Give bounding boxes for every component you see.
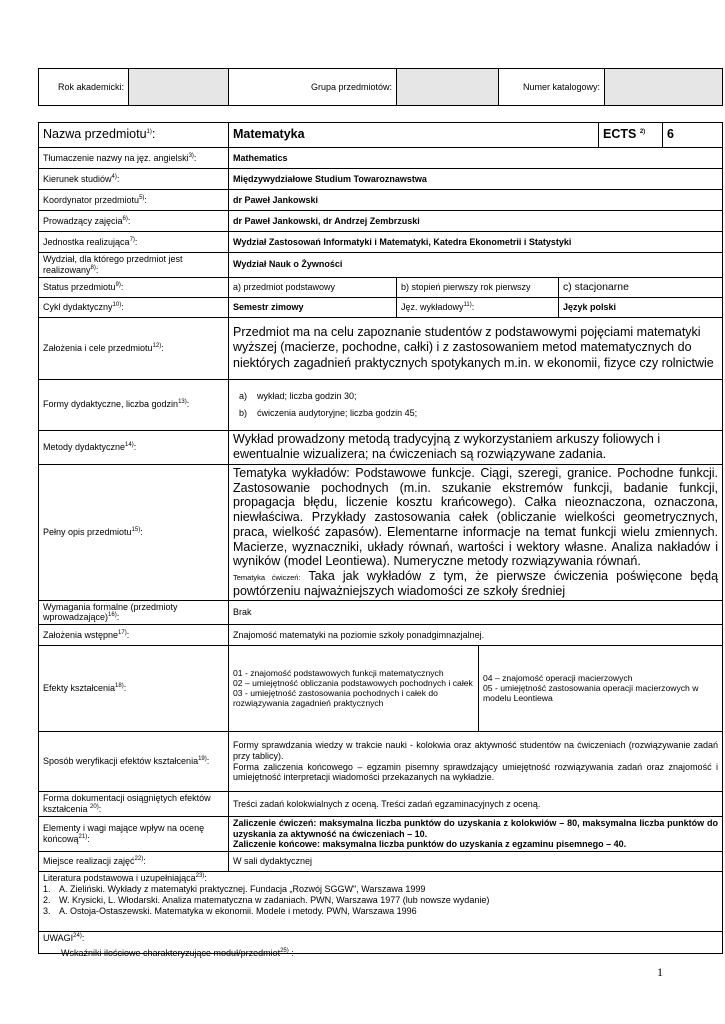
wstepne-label: Założenia wstępne$^{17)}$: bbox=[39, 625, 229, 646]
miejsce-value: W sali dydaktycznej bbox=[229, 852, 723, 872]
weryfikacja-label: Sposób weryfikacji efektów kształcenia$^{19)}$: bbox=[39, 732, 229, 792]
jednostka-value: Wydział Zastosowań Informatyki i Matematyki, Katedra Ekonometrii i Statystyki bbox=[229, 232, 723, 253]
numer-katalogowy-value bbox=[605, 69, 723, 106]
header-table bbox=[38, 68, 723, 106]
formy-item: a) wykład; liczba godzin 30; bbox=[239, 390, 357, 401]
jezyk-value: Język polski bbox=[559, 297, 723, 317]
literatura-item: 3. A. Ostoja-Ostaszewski. Matematyka w ekonomii. Modele i metody. PWN, Warszawa 1996 bbox=[43, 905, 417, 916]
formy-label: Formy dydaktyczne, liczba godzin$^{13)}$: bbox=[39, 379, 229, 430]
metody-label: Metody dydaktyczne$^{14)}$: bbox=[39, 430, 229, 464]
elementy-label: Elementy i wagi mające wpływ na ocenę końcową$^{21)}$: bbox=[39, 816, 229, 851]
status-a: a) przedmiot podstawowy bbox=[229, 277, 397, 297]
status-c: c) stacjonarne bbox=[559, 277, 723, 297]
zalozenia-label: Założenia i cele przedmiotu$^{12)}$: bbox=[39, 317, 229, 379]
rok-akademicki-value bbox=[129, 69, 229, 106]
opis-value: Tematyka wykładów: Podstawowe funkcje. Ciągi, szeregi, granice. Pochodne funkcji. Zastosowanie pochodnych (m.in. szukanie ekstremów funkcji, badanie funkcji, propagacja błędu, liczenie kosztu krańcowego). Całka nieoznaczona, oznaczona, niewłaściwa. Przykłady zastosowania całek (obliczanie wielkości geometrycznych, praca, wielkość zapasów). Elementarne informacje na temat funkcji wielu zmiennych. Macierze, wyznaczniki, układy równań, wartości i wektory własne. Analiza nakładów i wyników (model Leontiewa). Numeryczne metody rozwiązywania równań. Tematyka ćwiczeń: Taka jak wykładów z tym, że pierwsze ćwiczenia poświęcone będą powtórzeniu najważniejszych wiadomości ze szkoły średniej bbox=[229, 464, 723, 600]
efekty-right: 04 – znajomość operacji macierzowych 05 - umiejętność zastosowania operacji macierzowych w modelu Leontiewa bbox=[479, 646, 723, 732]
literatura-cell bbox=[39, 872, 723, 932]
miejsce-label: Miejsce realizacji zajęć$^{22)}$: bbox=[39, 852, 229, 872]
tlumaczenie-value: Mathematics bbox=[229, 148, 723, 169]
kierunek-value: Międzywydziałowe Studium Towaroznawstwa bbox=[229, 169, 723, 190]
ects-value: 6 bbox=[663, 123, 723, 148]
wymagania-label: Wymagania formalne (przedmioty wprowadzające)$^{16)}$: bbox=[39, 600, 229, 625]
zalozenia-value: Przedmiot ma na celu zapoznanie studentów z podstawowymi pojęciami matematyki wyższej (macierze, pochodne, całki) i z zastosowaniem metod matematycznych do niektórych zagadnień praktycznych spotykanych m.in. w ekonomii, fizyce czy rolnictwie bbox=[229, 317, 723, 379]
page-number: 1 bbox=[657, 965, 663, 979]
formy-item: b) ćwiczenia audytoryjne; liczba godzin 45; bbox=[239, 407, 418, 418]
kierunek-label: Kierunek studiów$^{4)}$: bbox=[39, 169, 229, 190]
efekty-left: 01 - znajomość podstawowych funkcji matematycznych 02 – umiejętność obliczania podstawowych pochodnych i całek 03 - umiejętność zastosowania pochodnych i całek do rozwiązywania zagadnień praktycznych bbox=[229, 646, 479, 732]
opis-label: Pełny opis przedmiotu$^{15)}$: bbox=[39, 464, 229, 600]
ects-label: ECTS $^{2)}$ bbox=[599, 123, 663, 148]
nazwa-value: Matematyka bbox=[229, 123, 599, 148]
elementy-value: Zaliczenie ćwiczeń: maksymalna liczba punktów do uzyskania z kolokwiów – 80, maksymalna liczba punktów do uzyskania za aktywność na ćwiczeniach – 10. Zaliczenie końcowe: maksymalna liczba punktów do uzyskania z egzaminu pisemnego – 40. bbox=[229, 816, 723, 851]
weryfikacja-value: Formy sprawdzania wiedzy w trakcie nauki - kolokwia oraz aktywność studentów na ćwiczeniach (rozwiązywanie zadań przy tablicy). Forma zaliczenia końcowego – egzamin pisemny sprawdzający umiejętność rozwiązywania zadań oraz znajomość i umiejętność interpretacji wiadomości przekazanych na wykładzie. bbox=[229, 732, 723, 792]
status-b: b) stopień pierwszy rok pierwszy bbox=[397, 277, 559, 297]
grupa-przedmiotow-value bbox=[397, 69, 499, 106]
dokumentacja-value: Treści zadań kolokwialnych z oceną. Treści zadań egzaminacyjnych z oceną. bbox=[229, 792, 723, 817]
literatura-item: 1. A. Zieliński. Wykłady z matematyki praktycznej. Fundacja „Rozwój SGGW", Warszawa 1999 bbox=[43, 883, 426, 894]
rok-akademicki-label: Rok akademicki: bbox=[39, 69, 129, 106]
literatura-item: 2. W. Krysicki, L. Włodarski. Analiza matematyczna w zadaniach. PWN, Warszawa 1977 (lub nowsze wydanie) bbox=[43, 894, 490, 905]
tlumaczenie-label: Tłumaczenie nazwy na jęz. angielski$^{3)}$: bbox=[39, 148, 229, 169]
prowadzacy-label: Prowadzący zajęcia$^{6)}$: bbox=[39, 211, 229, 232]
cykl-value: Semestr zimowy bbox=[229, 297, 397, 317]
prowadzacy-value: dr Paweł Jankowski, dr Andrzej Zembrzuski bbox=[229, 211, 723, 232]
nazwa-label: Nazwa przedmiotu$^{1)}$: bbox=[39, 123, 229, 148]
status-label: Status przedmiotu$^{9)}$: bbox=[39, 277, 229, 297]
efekty-label: Efekty kształcenia$^{18)}$: bbox=[39, 646, 229, 732]
grupa-przedmiotow-label: Grupa przedmiotów: bbox=[229, 69, 397, 106]
koordynator-label: Koordynator przedmiotu$^{5)}$: bbox=[39, 190, 229, 211]
syllabus-table bbox=[38, 122, 723, 954]
literatura-label: Literatura podstawowa i uzupełniająca$^{23)}$: bbox=[43, 873, 207, 884]
footer-note: Wskaźniki ilościowe charakteryzujące moduł/przedmiot$^{25)}$ : bbox=[61, 948, 294, 958]
formy-value bbox=[229, 379, 723, 430]
cykl-label: Cykl dydaktyczny$^{10)}$: bbox=[39, 297, 229, 317]
wstepne-value: Znajomość matematyki na poziomie szkoły ponadgimnazjalnej. bbox=[229, 625, 723, 646]
metody-value: Wykład prowadzony metodą tradycyjną z wykorzystaniem arkuszy foliowych i ewentualnie wizualizera; na ćwiczeniach są rozwiązywane zadania. bbox=[229, 430, 723, 464]
wymagania-value: Brak bbox=[229, 600, 723, 625]
jezyk-label: Jęz. wykładowy$^{11)}$: bbox=[397, 297, 559, 317]
koordynator-value: dr Paweł Jankowski bbox=[229, 190, 723, 211]
uwagi-cell: UWAGI$^{24)}$: bbox=[39, 932, 723, 954]
numer-katalogowy-label: Numer katalogowy: bbox=[499, 69, 605, 106]
dokumentacja-label: Forma dokumentacji osiągniętych efektów kształcenia $^{20)}$: bbox=[39, 792, 229, 817]
wydzial-value: Wydział Nauk o Żywności bbox=[229, 253, 723, 278]
wydzial-label: Wydział, dla którego przedmiot jest realizowany$^{8)}$: bbox=[39, 253, 229, 278]
jednostka-label: Jednostka realizująca$^{7)}$: bbox=[39, 232, 229, 253]
